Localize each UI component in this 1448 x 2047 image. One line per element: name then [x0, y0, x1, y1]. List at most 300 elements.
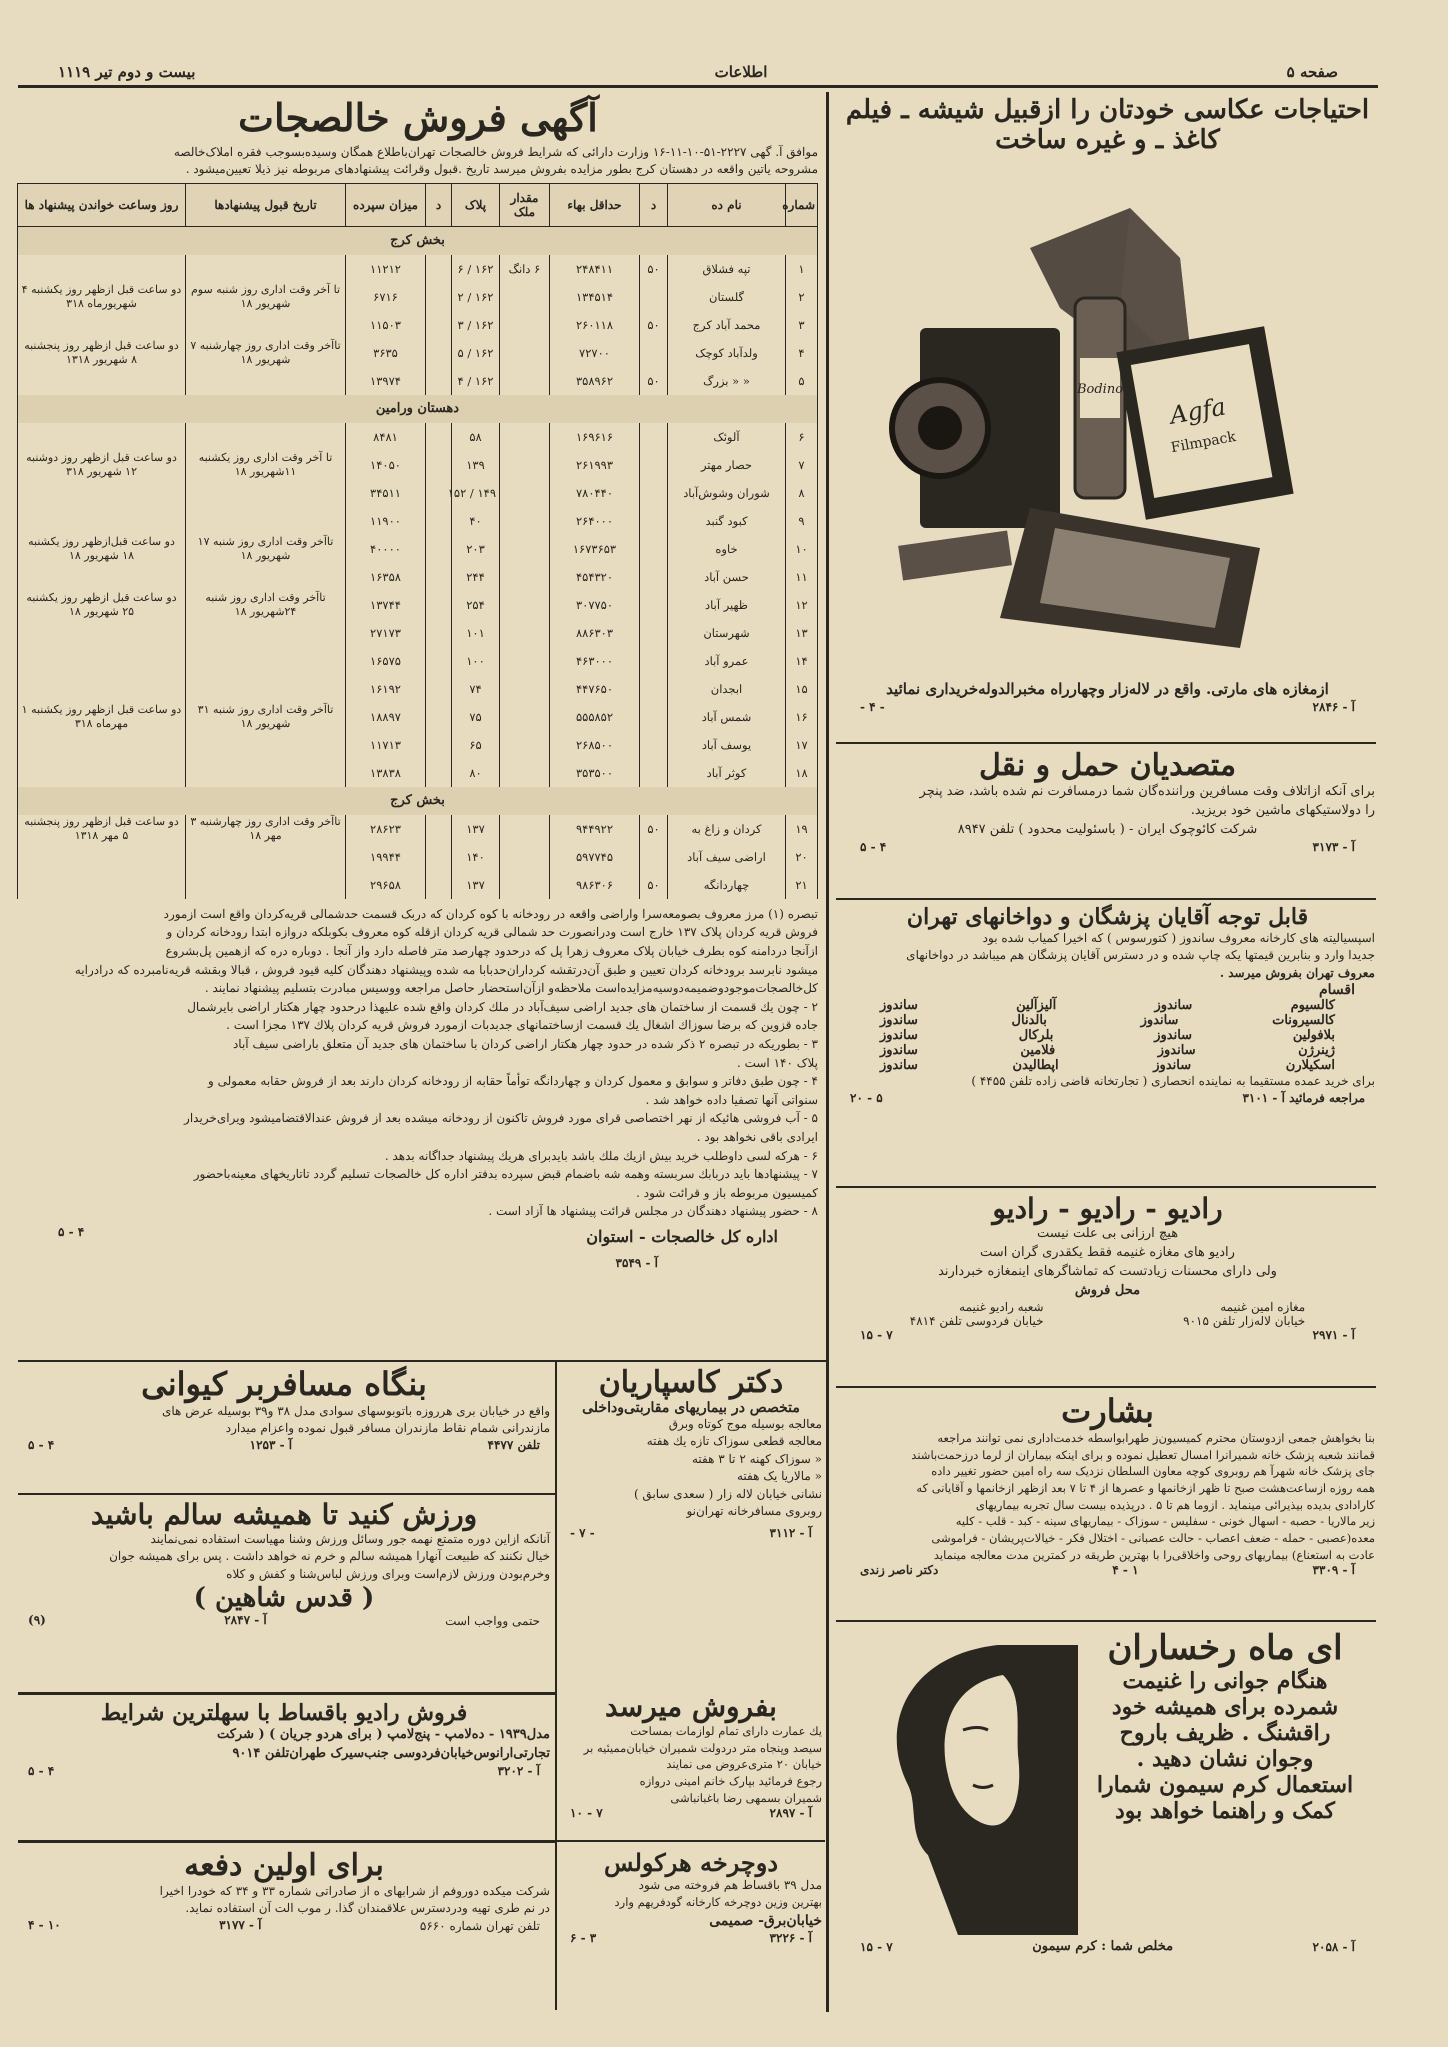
bishara-line: بنا بخواهش جمعی ازدوستان محترم کمیسیون‌ز طهرابواسطه خدمت‌اداری نمی توانند مراجعه: [937, 1431, 1375, 1445]
pharma-item-row: [880, 998, 1335, 1013]
cell-name: گلستان: [668, 283, 786, 311]
cell-read: [18, 759, 186, 787]
camera-illustration: [880, 188, 1290, 658]
photo-ad-ref2: - ۴ -: [860, 700, 885, 714]
col-accept: تاریخ قبول پیشنهادها: [186, 183, 346, 226]
cell-read: [18, 619, 186, 647]
cell-read: دو ساعت قبل ازظهر روز پنجشنبه ۸ شهریور ۱۳۱۸: [18, 339, 186, 367]
cell-d: [640, 283, 668, 311]
cell-price: ۲۶۰۱۱۸: [550, 311, 640, 339]
doctor-subtitle: متخصص در بیماریهای مقاربتی‌وداخلی: [582, 1400, 800, 1416]
cell-accept: [186, 647, 346, 675]
table-section-row: [18, 395, 818, 423]
cell-read: [18, 255, 186, 283]
house-sale-line-3: خیابان ۲۰ متری‌عروض می نمایند: [666, 1757, 822, 1772]
pharma-item: کالسیرونات: [1272, 1013, 1335, 1029]
cell-blank: [426, 451, 452, 479]
table-row: [18, 759, 818, 787]
cream-line-5: استعمال کرم سیمون شمارا: [1096, 1772, 1354, 1798]
bishara-line: عادت به استعناع) بیماریهای روحی واخلاقی‌را با بهترین طریقه در کمترین مدت معالجه مینماید: [933, 1547, 1375, 1562]
cell-d: [640, 479, 668, 507]
cream-line-1: هنگام جوانی را غنیمت: [1122, 1668, 1328, 1694]
cell-price: ۹۴۴۹۲۲: [550, 815, 640, 843]
radio-installment-line-1: مدل۱۹۳۹ - ده‌لامپ - پنج‌لامپ ( برای هردو جریان ) ( شرکت: [216, 1727, 550, 1742]
cell-d: [640, 339, 668, 367]
table-row: [18, 255, 818, 283]
col-read: روز وساعت خواندن پیشنهاد ها: [18, 183, 186, 226]
col-deposit: میزان سپرده: [346, 183, 426, 226]
cell-blank: [426, 423, 452, 451]
table-row: [18, 451, 818, 479]
cell-deposit: ۱۴۰۵۰: [346, 451, 426, 479]
cell-deposit: ۱۶۳۵۸: [346, 563, 426, 591]
page-number: صفحه ۵: [1286, 62, 1338, 81]
cell-no: ۷: [786, 451, 818, 479]
cell-share: [500, 843, 550, 871]
cell-name: عمرو آباد: [668, 647, 786, 675]
doctor-ref2: - ۷ -: [570, 1526, 595, 1541]
cell-d: ۵۰: [640, 815, 668, 843]
bishara-ref: آ - ۳۳۰۹: [1312, 1563, 1355, 1578]
table-row: [18, 283, 818, 311]
house-sale-ad: [560, 1690, 822, 1840]
cell-accept: تا آخر وقت اداری روز شنبه سوم شهریور ۱۸: [186, 283, 346, 311]
radio-addr-1: خیابان لاله‌زار تلفن ۹۰۱۵: [1183, 1314, 1306, 1329]
cell-name: اراضی سیف آباد: [668, 843, 786, 871]
cell-deposit: ۱۹۹۴۴: [346, 843, 426, 871]
cell-no: ۴: [786, 339, 818, 367]
cell-deposit: ۱۱۵۰۳: [346, 311, 426, 339]
cell-no: ۱: [786, 255, 818, 283]
cell-no: ۲: [786, 283, 818, 311]
cell-name: خاوه: [668, 535, 786, 563]
cell-read: [18, 675, 186, 703]
notice-intro-2: مشروحه یاتین واقعه در دهستان کرج بطور مزایده بفروش میرسد تاریخ .قبول وقرائت پیشنهادهای مربوطه نیز ذیلا تعیین‌میشود .: [185, 162, 818, 177]
sport-title: ورزش کنید تا همیشه سالم باشید: [90, 1498, 478, 1531]
table-row: [18, 507, 818, 535]
cell-price: ۲۶۸۵۰۰: [550, 731, 640, 759]
agfa-label: Agfa: [1167, 392, 1228, 430]
cell-d: [640, 423, 668, 451]
cell-deposit: ۱۳۹۷۴: [346, 367, 426, 395]
pharma-item: ساندوز: [880, 1013, 918, 1029]
land-table: [17, 183, 818, 899]
divider: [18, 1692, 555, 1695]
cell-no: ۱۰: [786, 535, 818, 563]
cell-plak: ۱۰۰: [452, 647, 500, 675]
table-row: [18, 563, 818, 591]
sport-line-1: آنانکه ازاین دوره متمتع نهمه جور وسائل ورزش وشنا مهیاست استفاده نمی‌نمایند: [150, 1532, 550, 1546]
cell-accept: [186, 871, 346, 899]
garage-title: بنگاه مسافربر کیوانی: [141, 1365, 427, 1403]
radio-installment-ref2: ۴ - ۵: [28, 1763, 55, 1778]
table-section-row: [18, 226, 818, 255]
cell-accept: تاآخر وقت اداری روز چهارشنبه ۳ مهر ۱۸: [186, 815, 346, 843]
pharma-product-list: [840, 998, 1375, 1073]
transport-title: متصدیان حمل و نقل: [978, 748, 1237, 783]
pharma-item: آلیزآلین: [1016, 998, 1057, 1014]
radio-ad: [840, 1192, 1375, 1382]
cell-blank: [426, 843, 452, 871]
doctor-line-2: معالجه قطعی سوزاک تازه یك هفته: [646, 1434, 822, 1449]
house-sale-ref2: ۷ - ۱۰: [570, 1806, 603, 1821]
transport-text-2: را دولاستیکهای ماشین خود بریزید.: [1190, 802, 1375, 818]
cell-share: [500, 675, 550, 703]
radio-addr-2: خیابان فردوسی تلفن ۴۸۱۴: [909, 1314, 1044, 1329]
notice-note: تبصره (۱) مرز معروف بصومعه‌سرا واراضی واقعه در رودخانه با کوه کردان که دربک قسمت حدشمالی قریه‌کردان واقع است ازمورد: [163, 906, 818, 921]
pharma-item: ژینرژن: [1298, 1043, 1335, 1059]
radio-title: رادیو - رادیو - رادیو: [992, 1192, 1223, 1225]
cell-d: [640, 619, 668, 647]
table-row: [18, 619, 818, 647]
house-sale-line-4: رجوع فرمائید بپارک خانم امینی دروازه: [639, 1774, 822, 1789]
pharma-text-1: اسپسیالیته های کارخانه معروف ساندوز ( کتورسوس ) که اخیرا کمیاب شده بود: [982, 931, 1375, 945]
first-time-line-2: در نم طری تهیه ودردسترس علاقمندان گذا. ر موب الت آن استفاده نماید.: [185, 1901, 550, 1916]
cell-d: [640, 759, 668, 787]
pharma-item: ساندوز: [1157, 1043, 1196, 1059]
notice-signature: اداره کل خالصجات - استوان: [586, 1226, 778, 1246]
cell-read: دو ساعت قبل ازظهر روز یکشنبه ۲۵ شهریور ۱۸: [18, 591, 186, 619]
cell-blank: [426, 283, 452, 311]
cell-accept: تاآخر وقت اداری روز چهارشنبه ۷ شهریور ۱۸: [186, 339, 346, 367]
cream-ad: [1070, 1628, 1380, 1928]
divider: [18, 1493, 555, 1495]
notice-note: پلاک ۱۴۰ است .: [736, 1055, 818, 1070]
cell-blank: [426, 563, 452, 591]
pharma-item: ساندوز: [880, 1043, 918, 1059]
cell-share: [500, 311, 550, 339]
notice-note: ۷ - پیشنهادها باید دربابك سربسته وهمه شه باضمام قبض سپرده بدفتر اداره کل خالصجات تسلیم گردد تاتاریخهای معینه‌باحضور: [193, 1167, 818, 1182]
cell-deposit: ۳۶۳۵: [346, 339, 426, 367]
transport-company: شرکت کائوچوک ایران - ( باسئولیت محدود ) تلفن ۸۹۴۷: [957, 821, 1258, 837]
cell-deposit: ۱۱۹۰۰: [346, 507, 426, 535]
cell-deposit: ۶۷۱۶: [346, 283, 426, 311]
col-d-2: د: [426, 183, 452, 226]
radio-text-1: هیچ ارزانی بی علت نیست: [1036, 1226, 1179, 1241]
divider: [836, 1620, 1376, 1622]
notice-note: فروش قریه کردان پلاک ۱۳۷ خارج است ودرانصورت حد شمالی قریه کردان ازقله کوه معروف بکوبلکه دروازه ابتدا رودخانه کردان و: [166, 925, 818, 940]
col-min-price: حداقل بهاء: [550, 183, 640, 226]
table-row: [18, 647, 818, 675]
bishara-ref2: ۱ - ۴: [1112, 1563, 1139, 1578]
cell-share: [500, 871, 550, 899]
transport-ref: آ - ۳۱۷۳: [1312, 839, 1355, 854]
section-label: دهستان ورامین: [18, 395, 818, 423]
radio-text-2: رادیو های مغازه غنیمه فقط یکقدری گران است: [980, 1244, 1235, 1260]
sport-line-2: خیال نکنند که طبیعت آنهارا همیشه سالم و خرم نه خواهد داشت . پس برای همیشه جوان: [109, 1549, 550, 1564]
radio-text-3: ولی دارای محسنات زیادتست که تماشاگرهای اینمغازه خبردارند: [938, 1263, 1277, 1279]
garage-line-2: مازندرانی شمام نقاط مازندران مسافر قبول نموده واعزام میدارد: [225, 1421, 550, 1436]
pharma-item: ساندوز: [1140, 1013, 1179, 1029]
cell-name: یوسف آباد: [668, 731, 786, 759]
divider: [18, 1360, 826, 1362]
notice-note: ۸ - حضور پیشنهاد دهندگان در مجلس قرائت پیشنهاد ها آزاد است .: [488, 1204, 818, 1219]
issue-date: بیست و دوم تیر ۱۱۱۹: [58, 62, 196, 81]
radio-place: محل فروش: [1074, 1282, 1141, 1298]
pharma-item: بالدنال: [1011, 1013, 1047, 1029]
cell-accept: [186, 479, 346, 507]
cell-name: « « بزرگ: [668, 367, 786, 395]
cell-deposit: ۲۹۶۵۸: [346, 871, 426, 899]
photo-ad-ref: آ - ۲۸۴۶: [1312, 700, 1355, 714]
paper-name: اطلاعات: [714, 62, 768, 81]
cell-no: ۶: [786, 423, 818, 451]
cell-plak: ۱۳۷: [452, 871, 500, 899]
divider: [836, 742, 1376, 744]
cell-blank: [426, 535, 452, 563]
cell-share: [500, 339, 550, 367]
cell-blank: [426, 619, 452, 647]
doctor-line-5: نشانی خیابان لاله زار ( سعدی سابق ): [633, 1486, 822, 1501]
notice-notes: [18, 905, 818, 1221]
pharma-footer: برای خرید عمده مستقیما به نماینده انحصاری ( تجارتخانه قاضی زاده تلفن ۴۴۵۵ ): [971, 1074, 1375, 1089]
pharma-item: اپطالیدن: [1012, 1058, 1059, 1074]
first-time-ref2: ۱۰ - ۴: [28, 1917, 61, 1932]
cell-price: ۴۵۴۳۲۰: [550, 563, 640, 591]
cell-plak: ۱۳۹: [452, 451, 500, 479]
table-row: [18, 871, 818, 899]
bishara-ad: [840, 1392, 1375, 1617]
sport-ref2: (۹): [28, 1613, 46, 1628]
cell-name: ابجدان: [668, 675, 786, 703]
cell-blank: [426, 255, 452, 283]
photo-ad-title-1: احتیاجات عکاسی خودتان را ازقبیل شیشه ـ فیلم: [845, 95, 1370, 125]
cell-blank: [426, 339, 452, 367]
notice-note: ازآنجا دردامنه کوه بطرف خیابان پلاک معروف زهرا پل که درحدود چهارصد متر فاصله دارد واز آنجا . دوباره دره که ازهمین پل‌بشروع: [165, 943, 818, 958]
table-row: [18, 479, 818, 507]
bishara-line: معده(عصبی - حمله - ضعف اعصاب - حالت عصبانی - اختلال فکر - خیالات‌پریشان - فراموشی: [931, 1531, 1375, 1546]
cell-share: [500, 367, 550, 395]
cell-name: ظهیر آباد: [668, 591, 786, 619]
cell-price: ۹۸۶۳۰۶: [550, 871, 640, 899]
bishara-doctor: دکتر ناصر زندی: [860, 1563, 939, 1578]
cell-price: ۲۴۸۴۱۱: [550, 255, 640, 283]
notice-note: ۶ - هرکه لسی داوطلب خرید بیش ازیك ملك باشد بایدبرای هریك پیشنهاد جداگانه بدهد .: [384, 1148, 818, 1163]
cell-accept: تاآخر وقت اداری روز شنبه ۱۷ شهریور ۱۸: [186, 535, 346, 563]
cell-blank: [426, 759, 452, 787]
cell-no: ۱۲: [786, 591, 818, 619]
cell-no: ۸: [786, 479, 818, 507]
first-time-ref: آ - ۳۱۷۷: [219, 1917, 262, 1932]
pharma-item: فلامین: [1020, 1043, 1056, 1059]
cell-price: ۷۸۰۴۴۰: [550, 479, 640, 507]
cell-plak: ۲۵۴: [452, 591, 500, 619]
cell-d: [640, 535, 668, 563]
cell-no: ۱۳: [786, 619, 818, 647]
cell-accept: [186, 255, 346, 283]
cell-plak: ۶۵: [452, 731, 500, 759]
cell-price: ۲۶۱۹۹۳: [550, 451, 640, 479]
cell-name: ولدآباد کوچک: [668, 339, 786, 367]
cell-price: ۴۶۳۰۰۰: [550, 647, 640, 675]
cell-blank: [426, 703, 452, 731]
hercules-ad: [560, 1848, 822, 1978]
cell-no: ۹: [786, 507, 818, 535]
cell-blank: [426, 367, 452, 395]
cell-blank: [426, 871, 452, 899]
cell-d: [640, 563, 668, 591]
cell-read: دو ساعت قبل‌ازظهر روز یکشنبه ۱۸ شهریور ۱۸: [18, 535, 186, 563]
cell-read: [18, 731, 186, 759]
woman-portrait-illustration: [848, 1635, 1078, 1935]
cell-d: [640, 647, 668, 675]
cell-d: [640, 451, 668, 479]
col-d: د: [640, 183, 668, 226]
cream-title: ای ماه رخساران: [1107, 1628, 1343, 1668]
notice-sig-ref: ۴ - ۵: [58, 1224, 85, 1239]
photo-ad-footer: [840, 680, 1375, 740]
transport-ad: [840, 748, 1375, 893]
cell-read: [18, 563, 186, 591]
cell-name: چهاردانگه: [668, 871, 786, 899]
cell-share: [500, 591, 550, 619]
cell-read: [18, 647, 186, 675]
cell-share: [500, 423, 550, 451]
cell-plak: ۱۶۲ / ۴: [452, 367, 500, 395]
notice-note: کمیسیون مربوطه باز و قرائت شود .: [636, 1185, 818, 1200]
table-row: [18, 815, 818, 843]
cell-d: [640, 731, 668, 759]
section-label: بخش کرج: [18, 787, 818, 815]
pharma-list-head: اقسام: [1318, 982, 1355, 999]
doctor-line-3: « سوزاک کهنه ۲ تا ۳ هفته: [691, 1451, 822, 1466]
cell-plak: ۲۰۳: [452, 535, 500, 563]
bishara-line: جای پزشک خانه شهرآ هم روبروی کوچه معاون السلطان نزدیک سه راه امین حضور تغییر داده: [931, 1464, 1375, 1479]
cell-accept: [186, 311, 346, 339]
hercules-line-2: بهترین وزین دوچرخه کارخانه گودفریهم وارد: [614, 1895, 822, 1910]
cell-deposit: ۱۳۸۳۸: [346, 759, 426, 787]
section-label: بخش کرج: [18, 226, 818, 255]
cell-no: ۱۵: [786, 675, 818, 703]
cell-read: [18, 367, 186, 395]
pharma-item-row: [880, 1013, 1335, 1028]
cell-price: ۱۶۹۶۱۶: [550, 423, 640, 451]
hercules-line-1: مدل ۳۹ باقساط هم فروخته می شود: [638, 1878, 822, 1892]
radio-shop-2: شعبه رادیو غنیمه: [959, 1300, 1044, 1315]
pharma-text-3: معروف تهران بفروش میرسد .: [1219, 965, 1375, 980]
cell-accept: [186, 367, 346, 395]
cell-price: ۵۹۷۷۴۵: [550, 843, 640, 871]
cell-no: ۲۰: [786, 843, 818, 871]
house-sale-line-1: یك عمارت دارای تمام لوازمات بمساحت: [630, 1724, 822, 1738]
cell-deposit: ۱۱۷۱۳: [346, 731, 426, 759]
garage-line-1: واقع در خیابان بری هرروزه باتوبوسهای سوادی مدل ۳۸ و۳۹ بوسیله عرض های: [162, 1404, 550, 1418]
cell-deposit: ۱۸۸۹۷: [346, 703, 426, 731]
cream-line-6: کمک و راهنما خواهد بود: [1114, 1798, 1336, 1824]
first-time-title: برای اولین دفعه: [184, 1848, 384, 1883]
table-row: [18, 367, 818, 395]
cell-no: ۱۱: [786, 563, 818, 591]
cell-name: شهرستان: [668, 619, 786, 647]
cell-accept: تاآخر وقت اداری روز شنبه ۳۱ شهریور ۱۸: [186, 703, 346, 731]
cell-name: محمد آباد کرج: [668, 311, 786, 339]
cell-plak: ۸۰: [452, 759, 500, 787]
house-sale-title: بفروش میرسد: [605, 1690, 777, 1723]
cell-accept: [186, 675, 346, 703]
cell-accept: تاآخر وقت اداری روز شنبه ۲۴شهریور ۱۸: [186, 591, 346, 619]
radio-installment-ad: [18, 1700, 550, 1820]
hercules-line-3: خیابان‌برق- صمیمی: [709, 1913, 822, 1930]
page-header: [18, 58, 1378, 88]
cell-no: ۵: [786, 367, 818, 395]
house-sale-line-5: شمیران بسمهی رضا باغبانباشی: [670, 1790, 822, 1805]
cell-price: ۲۶۴۰۰۰: [550, 507, 640, 535]
notice-note: میشود نابرسد برودخانه کردان تعیین و طبق آن‌درتقشه کرداران‌حدبابا مه شده وپیشنهاد دهندگان کلیه قیود فروش ، قبالا وبقشه قریه‌نامبرده که درادرایه: [74, 962, 818, 977]
cell-share: [500, 703, 550, 731]
cell-d: ۵۰: [640, 367, 668, 395]
cell-plak: ۱۳۷: [452, 815, 500, 843]
cell-plak: ۱۴۰: [452, 843, 500, 871]
cream-line-4: وجوان نشان دهید .: [1136, 1746, 1314, 1772]
cell-price: ۱۶۷۳۶۵۳: [550, 535, 640, 563]
cell-blank: [426, 647, 452, 675]
cell-no: ۱۶: [786, 703, 818, 731]
cell-d: [640, 843, 668, 871]
cell-share: [500, 507, 550, 535]
radio-ref2: ۷ - ۱۵: [860, 1328, 893, 1343]
doctor-ad: [560, 1365, 822, 1685]
cell-blank: [426, 731, 452, 759]
hercules-ref2: ۳ - ۶: [570, 1931, 597, 1946]
cell-name: شوران وشوش‌آباد: [668, 479, 786, 507]
table-row: [18, 339, 818, 367]
cell-blank: [426, 311, 452, 339]
cell-price: ۵۵۵۸۵۲: [550, 703, 640, 731]
doctor-line-4: « مالاریا یک هفته: [736, 1469, 822, 1484]
cell-accept: [186, 731, 346, 759]
pharma-ref2: ۵ - ۲۰: [850, 1090, 883, 1105]
cell-name: کردان و زاغ به: [668, 815, 786, 843]
cell-accept: [186, 619, 346, 647]
cell-share: [500, 815, 550, 843]
cell-name: کبود گنبد: [668, 507, 786, 535]
pharma-ad: [840, 904, 1375, 1182]
cell-share: [500, 759, 550, 787]
bishara-title: بشارت: [1061, 1392, 1154, 1430]
cell-plak: ۴۰: [452, 507, 500, 535]
table-row: [18, 703, 818, 731]
cream-line-3: راقشنگ . ظریف باروح: [1119, 1720, 1331, 1746]
pharma-item: اسکیلارن: [1285, 1058, 1335, 1074]
garage-ref: آ - ۱۲۵۳: [249, 1437, 293, 1452]
cell-name: شمس آباد: [668, 703, 786, 731]
cell-name: کوثر آباد: [668, 759, 786, 787]
notice-note: جاده قزوین که برضا سوزاك اشغال یك قسمت ازساختمانهای جدید‌بات ازمورد فروش قریه کردان پلاك ۱۳۷ مجزا است .: [226, 1018, 818, 1033]
divider: [836, 898, 1376, 900]
cell-read: دو ساعت قبل ازظهر روز یکشنبه ۱ مهرماه ۳۱۸: [18, 703, 186, 731]
pharma-item-row: [880, 1028, 1335, 1043]
cell-read: دو ساعت قبل ازظهر روز یکشنبه ۴ شهریورماه ۳۱۸: [18, 283, 186, 311]
cell-share: ۶ دانگ: [500, 255, 550, 283]
sport-line-4: حتمی وواجب است: [445, 1614, 540, 1629]
col-plak: پلاک: [452, 183, 500, 226]
cell-accept: [186, 507, 346, 535]
cell-read: [18, 423, 186, 451]
col-share: مقدار ملک: [500, 183, 550, 226]
cell-d: [640, 675, 668, 703]
house-sale-line-2: سیصد وپنجاه متر دردولت شمیران خیابان‌ممیئیه بر: [583, 1740, 822, 1755]
cell-share: [500, 619, 550, 647]
cell-no: ۱۷: [786, 731, 818, 759]
cell-read: دو ساعت قبل ازظهر روز پنجشنبه ۵ مهر ۱۳۱۸: [18, 815, 186, 843]
cell-blank: [426, 591, 452, 619]
cream-footer: [840, 1932, 1375, 1962]
land-sale-notice: [18, 95, 818, 1360]
cell-share: [500, 479, 550, 507]
cell-price: ۴۴۷۶۵۰: [550, 675, 640, 703]
cell-share: [500, 563, 550, 591]
table-row: [18, 423, 818, 451]
